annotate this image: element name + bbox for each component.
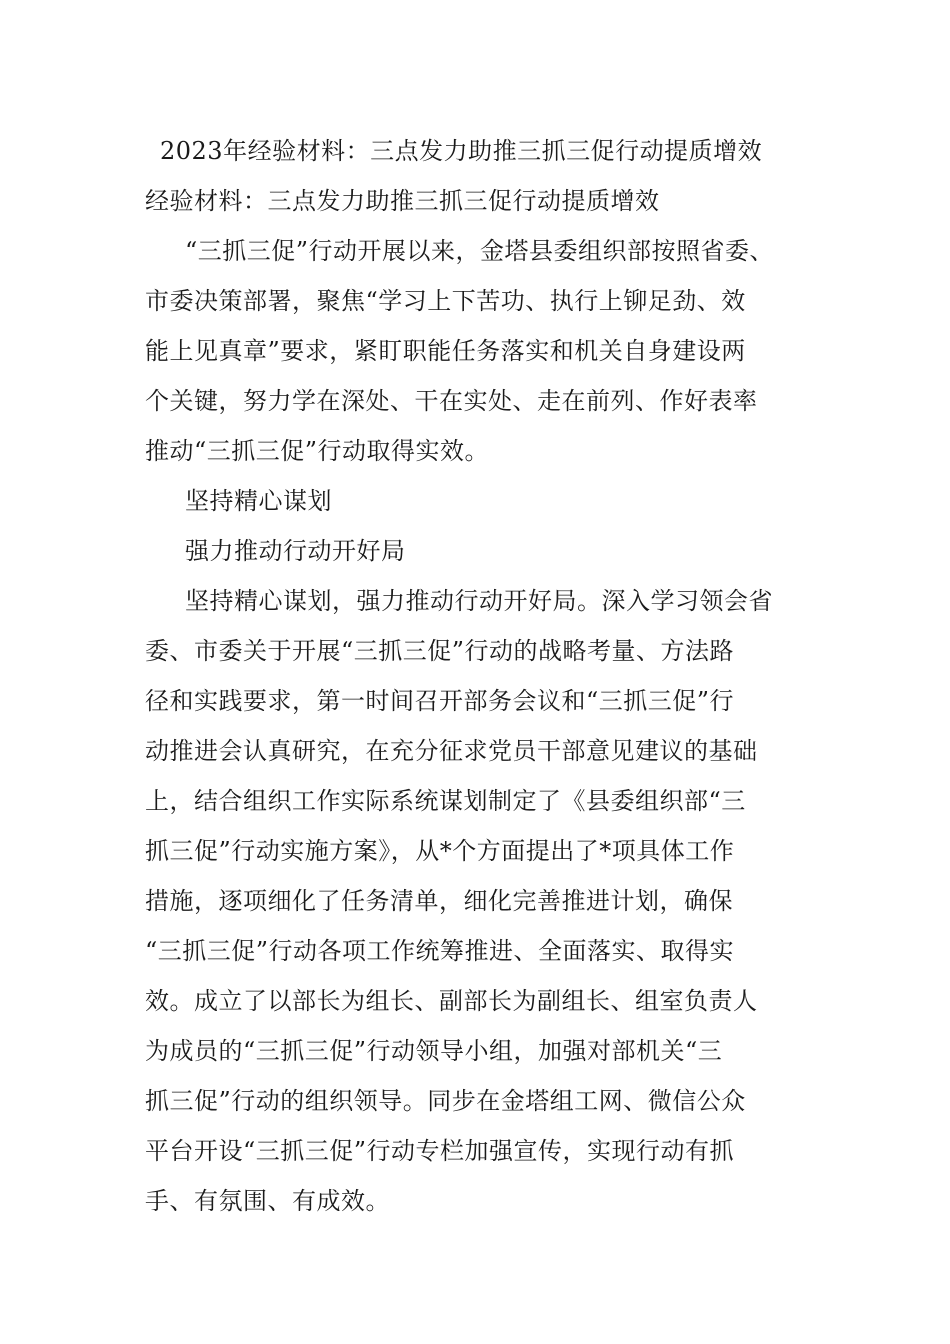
paragraph-line: 抓三促”行动实施方案》，从*个方面提出了*项具体工作 xyxy=(145,837,735,865)
paragraph-line: 效。成立了以部长为组长、副部长为副组长、组室负责人 xyxy=(145,987,758,1015)
paragraph-line: “三抓三促”行动各项工作统筹推进、全面落实、取得实 xyxy=(145,937,735,965)
paragraph-line: 市委决策部署，聚焦“学习上下苦功、执行上铆足劲、效 xyxy=(145,287,746,315)
paragraph-line: 委、市委关于开展“三抓三促”行动的战略考量、方法路 xyxy=(145,637,735,665)
paragraph-line: 能上见真章”要求，紧盯职能任务落实和机关自身建设两 xyxy=(145,337,746,365)
paragraph-line: 动推进会认真研究，在充分征求党员干部意见建议的基础 xyxy=(145,737,758,765)
paragraph-line: 手、有氛围、有成效。 xyxy=(145,1187,390,1215)
document-subtitle: 经验材料：三点发力助推三抓三促行动提质增效 xyxy=(145,187,660,215)
paragraph-line: 个关键，努力学在深处、干在实处、走在前列、作好表率 xyxy=(145,387,758,415)
paragraph-line: 为成员的“三抓三促”行动领导小组，加强对部机关“三 xyxy=(145,1037,723,1065)
section-heading: 坚持精心谋划 xyxy=(185,487,332,515)
paragraph-line: 抓三促”行动的组织领导。同步在金塔组工网、微信公众 xyxy=(145,1087,746,1115)
paragraph-line: 上，结合组织工作实际系统谋划制定了《县委组织部“三 xyxy=(145,787,746,815)
paragraph-line: 平台开设“三抓三促”行动专栏加强宣传，实现行动有抓 xyxy=(145,1137,735,1165)
paragraph-line: 措施，逐项细化了任务清单，细化完善推进计划，确保 xyxy=(145,887,733,915)
paragraph-line: 径和实践要求，第一时间召开部务会议和“三抓三促”行 xyxy=(145,687,735,715)
paragraph-line: “三抓三促”行动开展以来，金塔县委组织部按照省委、 xyxy=(185,237,775,265)
paragraph-line: 推动“三抓三促”行动取得实效。 xyxy=(145,437,490,465)
section-subheading: 强力推动行动开好局 xyxy=(185,537,406,565)
paragraph-line: 坚持精心谋划，强力推动行动开好局。深入学习领会省 xyxy=(185,587,773,615)
document-title: 2023年经验材料：三点发力助推三抓三促行动提质增效 xyxy=(160,137,763,165)
